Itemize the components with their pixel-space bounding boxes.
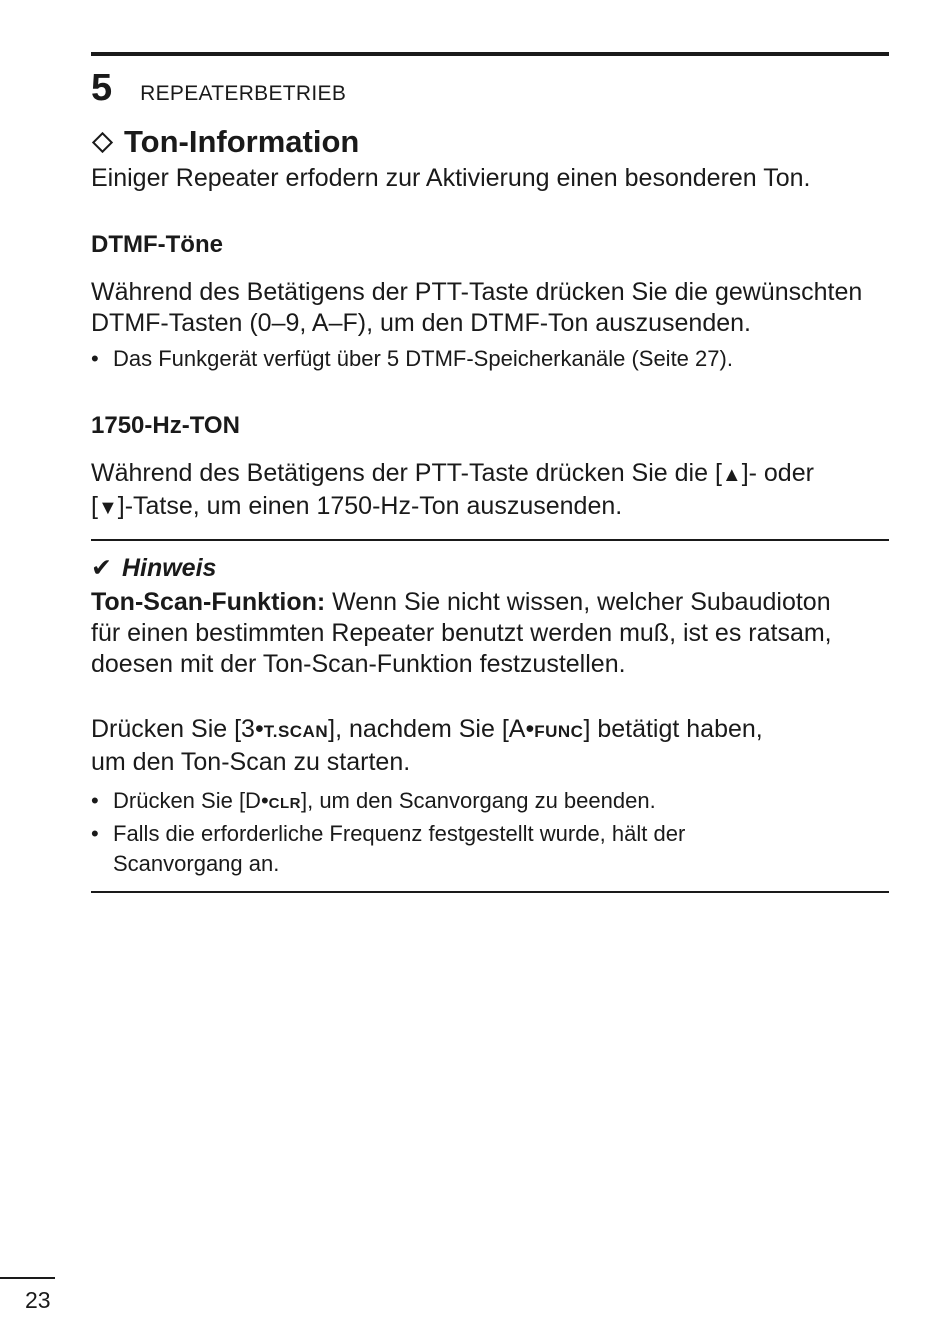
dtmf-line-1: Während des Betätigens der PTT-Taste drücken Sie die gewünschten bbox=[91, 278, 863, 306]
section-title bbox=[91, 122, 359, 162]
note-p2-a: Drücken Sie [3• bbox=[91, 715, 264, 743]
bullet-dot: • bbox=[91, 821, 99, 846]
note-line-1 bbox=[91, 587, 891, 618]
note-bullet-2-text bbox=[113, 819, 685, 879]
diamond-icon bbox=[92, 131, 113, 152]
down-arrow-icon: ▼ bbox=[97, 497, 118, 519]
note-p2-b: ], nachdem Sie [A• bbox=[328, 715, 535, 743]
note-p2-c: ] betätigt haben, bbox=[583, 715, 763, 743]
note-bullet-1-text bbox=[113, 786, 656, 819]
page-number-rule bbox=[0, 1277, 55, 1279]
note-p2-line-2: um den Ton-Scan zu starten. bbox=[91, 748, 411, 776]
note-line-3: doesen mit der Ton-Scan-Funktion festzustellen. bbox=[91, 650, 626, 678]
page-number: 23 bbox=[25, 1287, 51, 1313]
up-arrow-icon: ▲ bbox=[721, 464, 742, 486]
chapter-header bbox=[91, 66, 346, 110]
note-bullet-1-b: ], um den Scanvorgang zu beenden. bbox=[300, 788, 656, 813]
bullet-dot: • bbox=[91, 788, 99, 813]
note-bullet-1-a: Drücken Sie [D• bbox=[113, 788, 269, 813]
note-bullet-2-line-1: Falls die erforderliche Frequenz festgestellt wurde, hält der bbox=[113, 821, 686, 846]
note-bullet-2 bbox=[91, 819, 891, 879]
section-intro: Einiger Repeater erfodern zur Aktivierung einen besonderen Ton. bbox=[91, 164, 811, 192]
dtmf-bullet-text: Das Funkgerät verfügt über 5 DTMF-Speicherkanäle (Seite 27). bbox=[113, 346, 733, 371]
dtmf-paragraph bbox=[91, 277, 891, 339]
clr-key-label: CLR bbox=[268, 795, 301, 812]
note-p2-line-1 bbox=[91, 714, 891, 747]
hz1750-line-1 bbox=[91, 458, 891, 491]
dtmf-bullet bbox=[91, 344, 891, 374]
note-label-text: Hinweis bbox=[121, 554, 217, 582]
note-line-1-text: Wenn Sie nicht wissen, welcher Subaudioton bbox=[325, 588, 831, 616]
hz1750-line-2b: ]-Tatse, um einen 1750-Hz-Ton auszusenden. bbox=[117, 492, 623, 520]
hz1750-line-2 bbox=[91, 491, 891, 524]
note-label bbox=[91, 553, 891, 583]
hz1750-heading: 1750-Hz-TON bbox=[91, 412, 240, 439]
note-bullet-1 bbox=[91, 786, 891, 819]
dtmf-heading: DTMF-Töne bbox=[91, 231, 223, 258]
section-title-text: Ton-Information bbox=[124, 124, 360, 159]
note-paragraph-2 bbox=[91, 714, 891, 778]
chapter-number: 5 bbox=[91, 67, 113, 109]
note-bottom-rule bbox=[91, 891, 889, 893]
func-key-label: FUNC bbox=[534, 722, 584, 741]
hz1750-line-1b: ]- oder bbox=[741, 459, 814, 487]
tscan-key-label: T.SCAN bbox=[263, 722, 329, 741]
hz1750-paragraph bbox=[91, 458, 891, 524]
note-top-rule bbox=[91, 539, 889, 541]
hz1750-line-2a: [ bbox=[91, 492, 98, 520]
chapter-title: REPEATERBETRIEB bbox=[140, 82, 347, 105]
check-icon: ✔ bbox=[91, 554, 112, 582]
note-line-2: für einen bestimmten Repeater benutzt werden muß, ist es ratsam, bbox=[91, 619, 832, 647]
note-paragraph-1 bbox=[91, 587, 891, 680]
bullet-dot: • bbox=[91, 346, 99, 371]
note-bullet-2-line-2: Scanvorgang an. bbox=[113, 851, 280, 876]
header-rule bbox=[91, 52, 889, 56]
dtmf-line-2: DTMF-Tasten (0–9, A–F), um den DTMF-Ton auszusenden. bbox=[91, 309, 751, 337]
hz1750-line-1a: Während des Betätigens der PTT-Taste drücken Sie die [ bbox=[91, 459, 722, 487]
note-lead: Ton-Scan-Funktion: bbox=[91, 588, 326, 616]
